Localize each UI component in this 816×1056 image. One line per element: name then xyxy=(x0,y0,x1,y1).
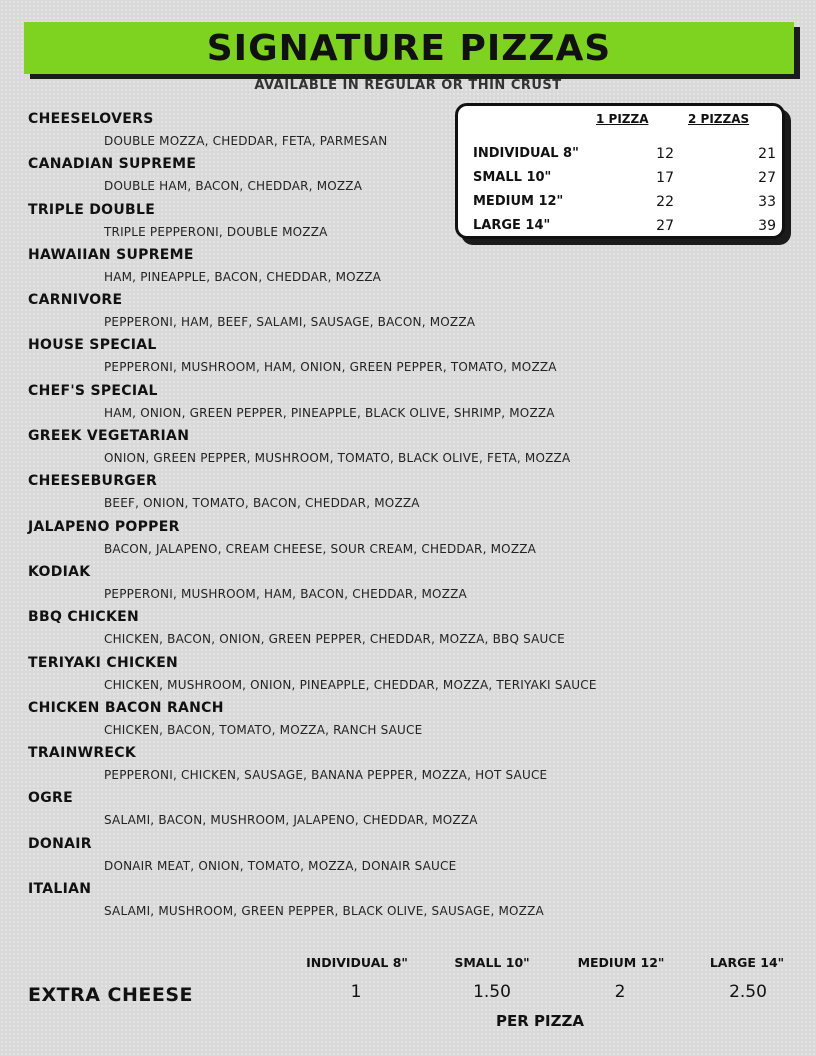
item-name: BBQ CHICKEN xyxy=(28,609,140,626)
item-description: PEPPERONI, CHICKEN, SAUSAGE, BANANA PEPPER, MOZZA, HOT SAUCE xyxy=(104,768,548,783)
menu-item xyxy=(28,380,728,425)
extra-price-large: 2.50 xyxy=(729,982,767,1002)
item-description: HAM, PINEAPPLE, BACON, CHEDDAR, MOZZA xyxy=(104,269,382,284)
item-description: CHICKEN, MUSHROOM, ONION, PINEAPPLE, CHEDDAR, MOZZA, TERIYAKI SAUCE xyxy=(104,677,597,692)
item-name: ITALIAN xyxy=(28,881,92,898)
price-row xyxy=(458,190,782,214)
price-size: SMALL 10" xyxy=(473,170,552,185)
item-description: DOUBLE MOZZA, CHEDDAR, FETA, PARMESAN xyxy=(104,134,388,148)
menu-item xyxy=(28,652,728,697)
menu-item xyxy=(28,244,728,289)
title-banner xyxy=(24,22,794,74)
item-description: BACON, JALAPENO, CREAM CHEESE, SOUR CREAM, CHEDDAR, MOZZA xyxy=(104,541,537,556)
item-name: CHEESEBURGER xyxy=(28,473,158,490)
page-subtitle: AVAILABLE IN REGULAR OR THIN CRUST xyxy=(254,78,562,93)
item-description: PEPPERONI, MUSHROOM, HAM, ONION, GREEN PEPPER, TOMATO, MOZZA xyxy=(104,360,557,375)
menu-item xyxy=(28,561,728,606)
price-two-pizzas: 27 xyxy=(758,170,776,186)
price-two-pizzas: 21 xyxy=(758,146,776,162)
item-description: DONAIR MEAT, ONION, TOMATO, MOZZA, DONAIR SAUCE xyxy=(104,858,457,873)
menu-item xyxy=(28,425,728,470)
item-description: DOUBLE HAM, BACON, CHEDDAR, MOZZA xyxy=(104,179,363,194)
price-one-pizza: 27 xyxy=(656,218,674,234)
price-row xyxy=(458,166,782,190)
item-name: CARNIVORE xyxy=(28,292,123,309)
item-name: DONAIR xyxy=(28,835,92,852)
extra-size-small: SMALL 10" xyxy=(454,955,530,970)
price-row xyxy=(458,214,782,238)
extra-cheese-label: EXTRA CHEESE xyxy=(28,984,194,1006)
extra-size-large: LARGE 14" xyxy=(709,955,785,970)
item-name: JALAPENO POPPER xyxy=(28,518,180,535)
price-header-two-pizzas: 2 PIZZAS xyxy=(688,112,750,126)
menu-item xyxy=(28,470,728,515)
item-name: CHEESELOVERS xyxy=(28,111,154,127)
item-name: TERIYAKI CHICKEN xyxy=(28,654,179,671)
item-description: BEEF, ONION, TOMATO, BACON, CHEDDAR, MOZZA xyxy=(104,496,420,511)
item-description: SALAMI, MUSHROOM, GREEN PEPPER, BLACK OLIVE, SAUSAGE, MOZZA xyxy=(104,904,544,919)
item-name: CHICKEN BACON RANCH xyxy=(28,699,224,716)
menu-item xyxy=(28,787,728,832)
item-name: HAWAIIAN SUPREME xyxy=(28,246,194,263)
page-title: SIGNATURE PIZZAS xyxy=(206,27,612,69)
menu-item xyxy=(28,742,728,787)
menu-item xyxy=(28,833,728,878)
item-description: CHICKEN, BACON, ONION, GREEN PEPPER, CHEDDAR, MOZZA, BBQ SAUCE xyxy=(104,632,565,647)
item-description: TRIPLE PEPPERONI, DOUBLE MOZZA xyxy=(104,224,328,239)
item-description: CHICKEN, BACON, TOMATO, MOZZA, RANCH SAUCE xyxy=(104,722,423,737)
item-description: PEPPERONI, HAM, BEEF, SALAMI, SAUSAGE, BACON, MOZZA xyxy=(104,315,476,330)
item-description: ONION, GREEN PEPPER, MUSHROOM, TOMATO, BLACK OLIVE, FETA, MOZZA xyxy=(104,451,571,466)
item-name: GREEK VEGETARIAN xyxy=(28,428,190,445)
extra-price-medium: 2 xyxy=(614,982,626,1002)
price-two-pizzas: 33 xyxy=(758,194,776,210)
price-size: LARGE 14" xyxy=(473,218,551,233)
menu-item xyxy=(28,334,728,379)
extra-size-individual: INDIVIDUAL 8" xyxy=(306,955,408,970)
price-one-pizza: 12 xyxy=(656,146,674,162)
menu-item xyxy=(28,878,728,923)
item-name: TRIPLE DOUBLE xyxy=(28,201,156,218)
item-name: CHEF'S SPECIAL xyxy=(28,382,158,399)
item-name: CANADIAN SUPREME xyxy=(28,156,197,173)
menu-item xyxy=(28,516,728,561)
extra-price-individual: 1 xyxy=(350,982,362,1002)
price-size: MEDIUM 12" xyxy=(473,194,564,209)
item-name: KODIAK xyxy=(28,563,91,580)
price-one-pizza: 22 xyxy=(656,194,674,210)
menu-item xyxy=(28,606,728,651)
price-table xyxy=(455,103,785,239)
menu-item xyxy=(28,697,728,742)
per-pizza-note: PER PIZZA xyxy=(496,1012,584,1030)
item-description: HAM, ONION, GREEN PEPPER, PINEAPPLE, BLACK OLIVE, SHRIMP, MOZZA xyxy=(104,405,555,420)
extra-price-small: 1.50 xyxy=(473,982,511,1002)
price-one-pizza: 17 xyxy=(656,170,674,186)
item-description: SALAMI, BACON, MUSHROOM, JALAPENO, CHEDDAR, MOZZA xyxy=(104,813,478,828)
price-row xyxy=(458,142,782,166)
price-two-pizzas: 39 xyxy=(758,218,776,234)
extra-size-medium: MEDIUM 12" xyxy=(577,955,665,970)
item-name: HOUSE SPECIAL xyxy=(28,337,157,354)
item-description: PEPPERONI, MUSHROOM, HAM, BACON, CHEDDAR, MOZZA xyxy=(104,586,467,601)
price-header-one-pizza: 1 PIZZA xyxy=(596,112,649,126)
item-name: TRAINWRECK xyxy=(28,745,136,762)
menu-item xyxy=(28,289,728,334)
item-name: OGRE xyxy=(28,790,73,807)
price-size: INDIVIDUAL 8" xyxy=(473,146,579,161)
